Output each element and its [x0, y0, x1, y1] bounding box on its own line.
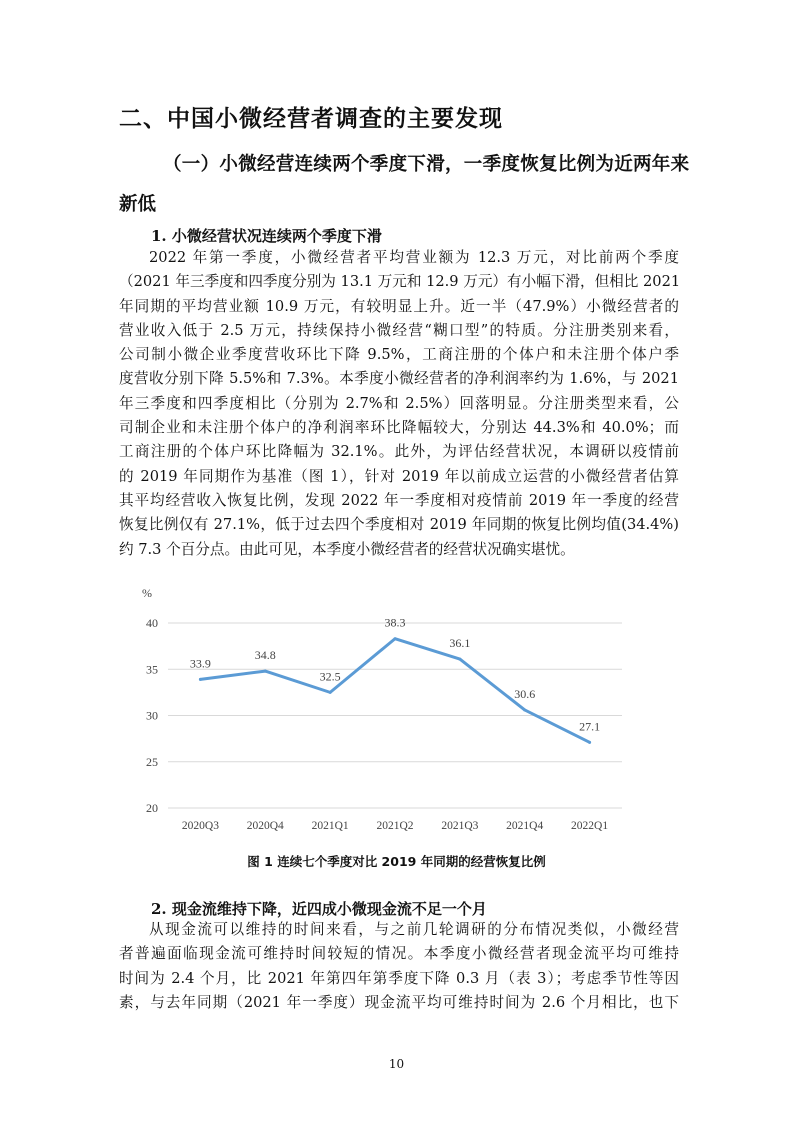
data-point [523, 708, 526, 711]
data-label: 32.5 [319, 669, 341, 684]
y-tick-label: 35 [146, 662, 158, 677]
paragraph-line: 公司制小微企业季度营收环比下降 9.5%，工商注册的个体户和未注册个体户季 [119, 346, 679, 364]
x-tick-label: 2021Q1 [311, 820, 349, 832]
x-tick-label: 2020Q4 [246, 820, 284, 832]
data-point [588, 741, 591, 744]
data-point [329, 691, 332, 694]
heading-2: 2. 现金流维持下降，近四成小微现金流不足一个月 [151, 900, 487, 918]
data-point [199, 678, 202, 681]
paragraph-line: 时间为 2.4 个月，比 2021 年第四年第季度下降 0.3 月（表 3）；考虑季节性等因 [119, 969, 679, 987]
paragraph-line: 2022 年第一季度，小微经营者平均营业额为 12.3 万元，对比前两个季度 [149, 249, 679, 266]
y-tick-label: 25 [146, 754, 158, 769]
paragraph-2 [119, 918, 679, 1015]
paragraph-line: 其平均经营收入恢复比例，发现 2022 年一季度相对疫情前 2019 年一季度的经营 [119, 491, 679, 509]
data-label: 38.3 [384, 615, 406, 630]
subsection-title-line1: （一）小微经营连续两个季度下滑，一季度恢复比例为近两年来 [163, 154, 690, 175]
y-axis-unit-label: % [142, 586, 152, 600]
paragraph-line: 年同期的平均营业额 10.9 万元，有较明显上升。近一半（47.9%）小微经营者的 [119, 297, 679, 315]
section-title: 二、中国小微经营者调查的主要发现 [119, 105, 503, 132]
x-tick-label: 2020Q3 [181, 820, 219, 832]
paragraph-line: 者普遍面临现金流可维持时间较短的情况。本季度小微经营者现金流平均可维持 [119, 945, 679, 963]
figure-caption: 图 1 连续七个季度对比 2019 年同期的经营恢复比例 [247, 854, 546, 869]
data-point [264, 670, 267, 673]
chart-gridlines [168, 623, 622, 808]
paragraph-line: 年三季度和四季度相比（分别为 2.7%和 2.5%）回落明显。分注册类型来看，公 [119, 394, 679, 412]
data-label: 27.1 [579, 719, 601, 734]
x-tick-label: 2021Q3 [441, 820, 479, 832]
paragraph-line: 度营收分别下降 5.5%和 7.3%。本季度小微经营者的净利润率约为 1.6%，与 2021 [119, 370, 679, 388]
paragraph-line: 素，与去年同期（2021 年一季度）现金流平均可维持时间为 2.6 个月相比，也下 [119, 993, 679, 1011]
paragraph-line: 约 7.3 个百分点。由此可见，本季度小微经营者的经营状况确实堪忧。 [119, 540, 575, 558]
subsection-title-line2: 新低 [119, 194, 157, 215]
y-tick-label: 40 [146, 616, 158, 630]
paragraph-line: （2021 年三季度和四季度分别为 13.1 万元和 12.9 万元）有小幅下滑，但相比 2021 [119, 273, 681, 291]
x-tick-label: 2021Q2 [376, 820, 414, 832]
data-label: 34.8 [254, 648, 276, 663]
x-tick-label: 2022Q1 [571, 820, 609, 832]
paragraph-line: 工商注册的个体户环比降幅为 32.1%。此外，为评估经营状况，本调研以疫情前 [119, 443, 679, 461]
paragraph-line: 司制企业和未注册个体户的净利润率环比降幅较大，分别达 44.3%和 40.0%；而 [119, 419, 679, 437]
y-tick-label: 20 [146, 801, 158, 815]
data-point [394, 637, 397, 640]
data-label: 30.6 [514, 686, 536, 701]
x-tick-label: 2021Q4 [506, 820, 544, 832]
paragraph-1 [119, 246, 679, 562]
paragraph-line: 的 2019 年同期作为基准（图 1），针对 2019 年以前成立运营的小微经营者估算 [119, 467, 679, 485]
paragraph-line: 恢复比例仅有 27.1%，低于过去四个季度相对 2019 年同期的恢复比例均值(34.4%) [119, 516, 679, 534]
data-label: 33.9 [189, 656, 211, 671]
y-tick-label: 30 [146, 708, 158, 723]
data-point [458, 658, 461, 661]
heading-1: 1. 小微经营状况连续两个季度下滑 [151, 227, 382, 245]
paragraph-line: 从现金流可以维持的时间来看，与之前几轮调研的分布情况类似，小微经营 [149, 921, 679, 938]
data-label: 36.1 [449, 636, 471, 651]
paragraph-line: 营业收入低于 2.5 万元，持续保持小微经营“糊口型”的特质。分注册类别来看， [119, 321, 679, 339]
recovery-ratio-line-chart [120, 580, 640, 840]
page-number: 10 [388, 1057, 405, 1071]
